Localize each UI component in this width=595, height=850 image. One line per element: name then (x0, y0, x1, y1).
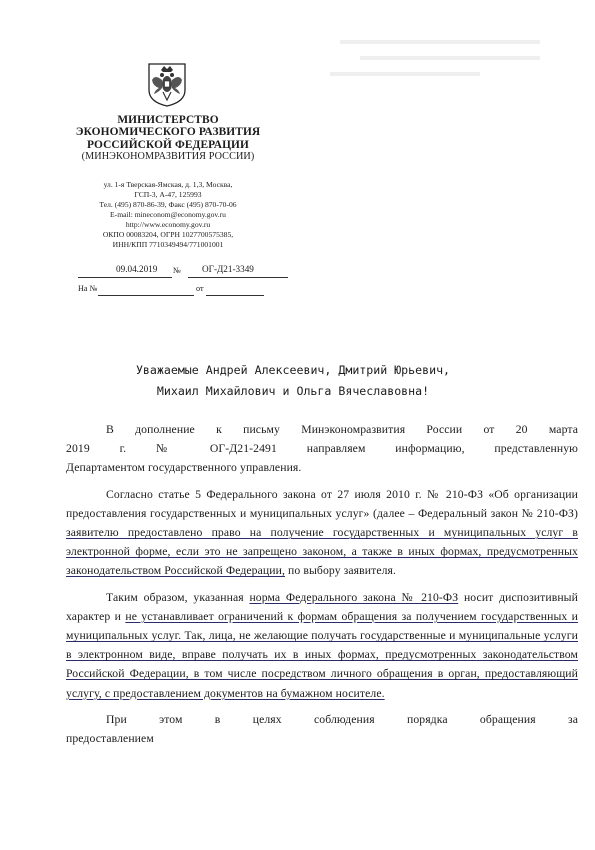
registration-line (58, 264, 288, 278)
paragraph-2 (66, 485, 578, 581)
paragraph-2-underlined: заявителю предоставлено право на получение государственных и муниципальных услуг в электронной форме, если это не запрещено законом, а также в иных формах, предусмотренных законодательством Российской Федерации, (66, 526, 578, 578)
paragraph-3-underlined-main: не устанавливает ограничений к формам обращения за получением государственных и муниципальных услуг. Так, лица, не желающие получать государственные и муниципальные услуги в электронном виде, вправе получать их в иных формах, предусмотренных законодательством Российской Федерации, в том числе посредством личного обращения в орган, предоставляющий услугу, с предоставлением документов на бумажном носителе. (66, 609, 579, 700)
paragraph-3 (66, 588, 578, 703)
reference-line (78, 284, 268, 298)
reference-number-blank (98, 295, 194, 296)
paragraph-3-intro: Таким образом, указанная (106, 590, 244, 604)
paragraph-4: При этом в целях соблюдения порядка обращения за предоставлением (66, 712, 578, 746)
ministry-line-1: МИНИСТЕРСТВО (117, 114, 219, 126)
okpo-ogrn: ОКПО 00083204, ОГРН 1027700575385, (102, 230, 234, 239)
paragraph-3-underlined-norm: норма Федерального закона № 210-ФЗ (249, 590, 459, 604)
paragraph-1-text: В дополнение к письму Минэкономразвития России от 20 марта 2019 г. № ОГ-Д21-2491 направляем информацию, представленную (66, 423, 578, 456)
date-underline (78, 277, 172, 278)
letter-number: ОГ-Д21-3349 (202, 264, 254, 274)
letter-date: 09.04.2019 (116, 264, 158, 274)
ministry-short-name: (МИНЭКОНОМРАЗВИТИЯ РОССИИ) (81, 151, 255, 163)
reference-date-blank (206, 295, 264, 296)
paragraph-1-end: Департаментом государственного управления. (66, 461, 302, 475)
number-label: № (173, 266, 181, 275)
coat-of-arms-emblem (145, 60, 189, 108)
paragraph-2-end: по выбору заявителя. (288, 564, 397, 578)
reference-number-label: На № (78, 284, 98, 293)
email: E-mail: mineconom@economy.gov.ru (110, 210, 226, 219)
website: http://www.economy.gov.ru (125, 220, 211, 229)
paragraph-1 (66, 420, 578, 478)
letter-body (66, 420, 578, 755)
ministry-line-2: ЭКОНОМИЧЕСКОГО РАЗВИТИЯ (75, 126, 261, 139)
contact-block (58, 180, 278, 250)
phone-fax: Тел. (495) 870-86-39, Факс (495) 870-70-06 (99, 200, 237, 209)
address-line-1: ул. 1-я Тверская-Ямская, д. 1,3, Москва, (103, 180, 233, 189)
ministry-name (48, 114, 288, 164)
bleed-through-text (330, 30, 560, 90)
reference-date-label: от (196, 284, 204, 293)
paragraph-3-middle: носит диспозитивный характер и (66, 590, 578, 623)
salutation (60, 360, 526, 402)
number-underline (188, 277, 288, 278)
ministry-line-3: РОССИЙСКОЙ ФЕДЕРАЦИИ (87, 138, 249, 151)
paragraph-2-intro: Согласно статье 5 Федерального закона от 27 июля 2010 г. № 210-ФЗ «Об организации предоставления государственных и муниципальных услуг» (далее – Федеральный закон № 210-ФЗ) (66, 487, 578, 520)
inn-kpp: ИНН/КПП 7710349494/771001001 (112, 240, 224, 249)
salutation-line-2: Михаил Михайлович и Ольга Вячеславовна! (156, 384, 430, 398)
address-line-2: ГСП-3, А-47, 125993 (134, 190, 202, 199)
salutation-line-1: Уважаемые Андрей Алексеевич, Дмитрий Юрьевич, (135, 363, 451, 377)
